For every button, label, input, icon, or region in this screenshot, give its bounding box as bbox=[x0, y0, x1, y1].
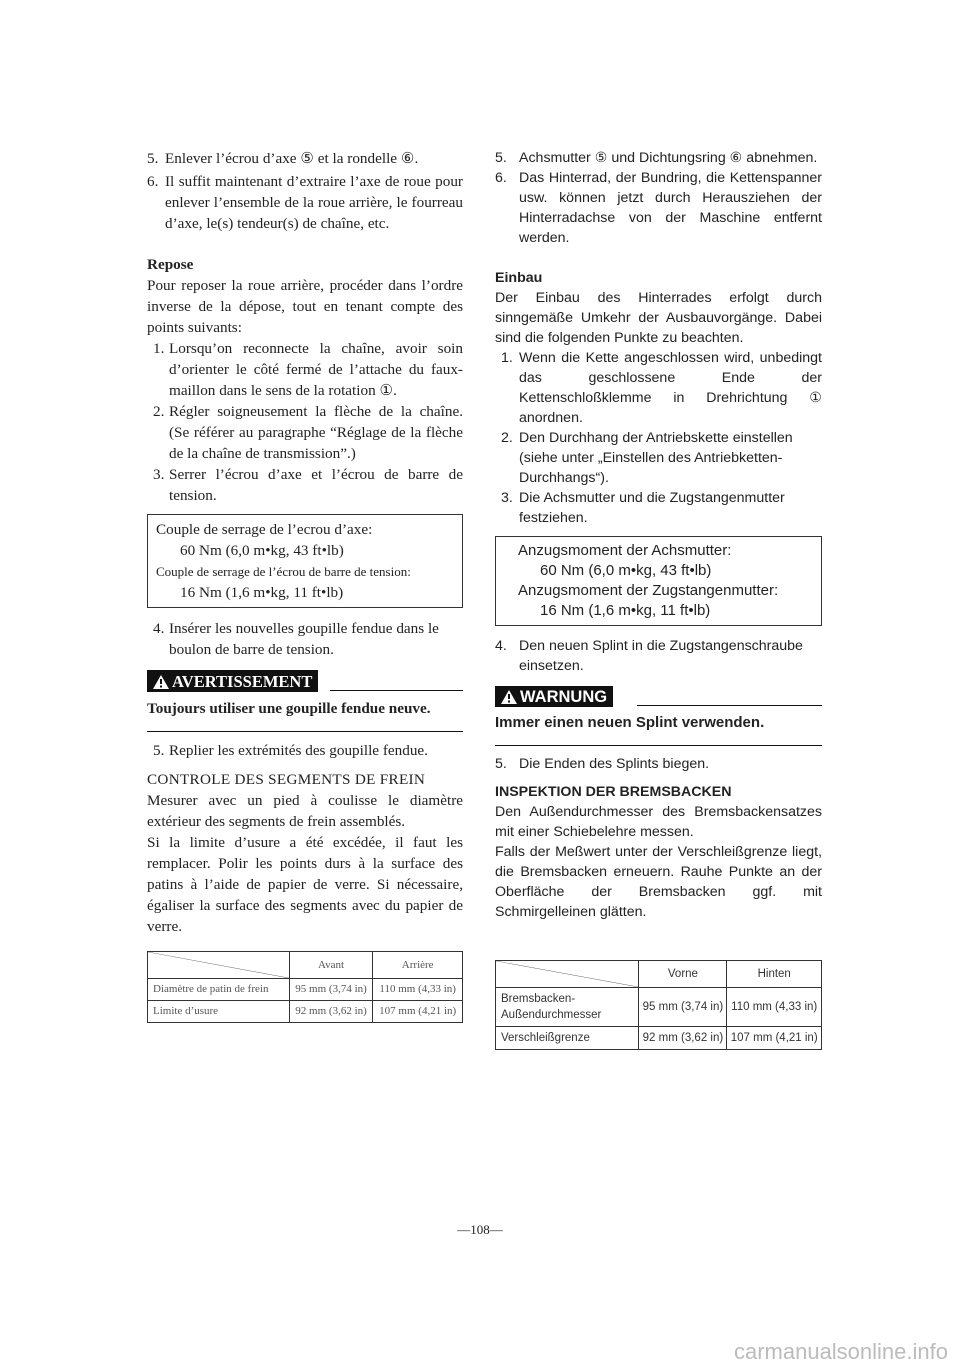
table-row bbox=[148, 979, 463, 1001]
fr-step-5b: 5. Replier les extrémités des goupille fendue. bbox=[153, 742, 428, 759]
table-row bbox=[148, 952, 463, 979]
fr-table-row1-v2: 110 mm (4,33 in) bbox=[373, 979, 463, 1001]
fr-step-4: 4. Insérer les nouvelles goupille fendue dans le boulon de barre de tension. bbox=[153, 620, 439, 658]
fr-table-header-2: Arrière bbox=[373, 952, 463, 979]
fr-warning-header bbox=[147, 670, 463, 692]
fr-control-heading: CONTROLE DES SEGMENTS DE FREIN bbox=[147, 771, 426, 788]
de-einbau-heading: Einbau bbox=[495, 270, 543, 286]
table-row bbox=[496, 1027, 822, 1050]
de-torque-value-1: 60 Nm (6,0 m•kg, 43 ft•lb) bbox=[540, 562, 712, 579]
fr-table-row2-label: Limite d’usure bbox=[148, 1001, 290, 1023]
de-einbau-step-3: 3. Die Achsmutter und die Zugstangenmutter festziehen. bbox=[501, 490, 785, 526]
de-warning-text: Immer einen neuen Splint verwenden. bbox=[495, 714, 765, 731]
de-table-header-1: Vorne bbox=[639, 961, 727, 988]
de-brake-table bbox=[495, 960, 822, 1050]
fr-table-header-1: Avant bbox=[289, 952, 373, 979]
fr-repose-step-1: 1. Lorsqu’on reconnecte la chaîne, avoir soin d’orienter le côté fermé de l’attache du faux-maillon dans le sens de la rotation ①. bbox=[153, 340, 463, 399]
de-table-row2-label: Verschleißgrenze bbox=[496, 1027, 639, 1050]
de-step-6: 6. Das Hinterrad, der Bundring, die Kettenspanner usw. können jetzt durch Herausziehen der Hinterradachse von der Maschine entfernt werden. bbox=[495, 170, 822, 246]
fr-table-row1-v1: 95 mm (3,74 in) bbox=[289, 979, 373, 1001]
de-table-row2-v1: 92 mm (3,62 in) bbox=[639, 1027, 727, 1050]
fr-torque-value-1: 60 Nm (6,0 m•kg, 43 ft•lb) bbox=[180, 542, 344, 559]
fr-control-para-2: Si la limite d’usure a été excédée, il faut les remplacer. Polir les points durs à la surface des patins à l’aide de papier de verre. Si nécessaire, égaliser la surface des segments avec du papier de verre. bbox=[147, 834, 463, 935]
fr-repose-step-2: 2. Régler soigneusement la flèche de la chaîne. (Se référer au paragraphe “Réglage de la flèche de la chaîne de transmission”.) bbox=[153, 403, 463, 462]
table-row bbox=[496, 961, 822, 988]
de-step-5: 5. Achsmutter ⑤ und Dichtungsring ⑥ abnehmen. bbox=[495, 150, 818, 166]
de-table-row1-v2: 110 mm (4,33 in) bbox=[727, 988, 822, 1027]
de-warning-rule bbox=[637, 705, 822, 706]
page-number: —108— bbox=[457, 1222, 503, 1237]
de-table-row2-v2: 107 mm (4,21 in) bbox=[727, 1027, 822, 1050]
de-warning-badge: WARNUNG bbox=[495, 686, 613, 707]
de-torque-box bbox=[495, 536, 822, 626]
fr-torque-label-1: Couple de serrage de l’ecrou d’axe: bbox=[156, 521, 373, 538]
fr-warning-text: Toujours utiliser une goupille fendue neuve. bbox=[147, 700, 431, 717]
fr-step-6: 6. Il suffit maintenant d’extraire l’axe de roue pour enlever l’ensemble de la roue arrière, le fourreau d’axe, le(s) tendeur(s) de chaîne, etc. bbox=[147, 173, 463, 232]
de-torque-label-1: Anzugsmoment der Achsmutter: bbox=[518, 542, 732, 559]
fr-warning-rule bbox=[330, 690, 463, 691]
de-einbau-step-1: 1. Wenn die Kette angeschlossen wird, unbedingt das geschlossene Ende der Kettenschloßklemme in Drehrichtung ① anordnen. bbox=[501, 350, 822, 426]
table-row bbox=[496, 988, 822, 1027]
warning-icon bbox=[153, 675, 169, 689]
table-row bbox=[148, 1001, 463, 1023]
de-inspection-heading: INSPEKTION DER BREMSBACKEN bbox=[495, 784, 732, 800]
fr-repose-step-3: 3. Serrer l’écrou d’axe et l’écrou de barre de tension. bbox=[153, 466, 463, 504]
fr-repose-heading: Repose bbox=[147, 256, 194, 273]
fr-table-row2-v1: 92 mm (3,62 in) bbox=[289, 1001, 373, 1023]
fr-step-5: 5. Enlever l’écrou d’axe ⑤ et la rondelle ⑥. bbox=[147, 150, 419, 167]
table-corner bbox=[148, 952, 290, 979]
french-column bbox=[147, 148, 463, 1023]
fr-warning-badge: AVERTISSEMENT bbox=[147, 670, 318, 692]
fr-repose-intro: Pour reposer la roue arrière, procéder dans l’ordre inverse de la dépose, tout en tenant compte des points suivants: bbox=[147, 277, 463, 336]
de-einbau-step-2: 2. Den Durchhang der Antriebskette einstellen (siehe unter „Einstellen des Antriebketten-Durchhangs“). bbox=[501, 430, 793, 486]
fr-control-para-1: Mesurer avec un pied à coulisse le diamètre extérieur des segments de frein assemblés. bbox=[147, 792, 463, 830]
de-warning-header bbox=[495, 686, 822, 707]
de-table-header-2: Hinten bbox=[727, 961, 822, 988]
de-table-row1-label: Bremsbacken-Außendurchmesser bbox=[496, 988, 639, 1027]
de-torque-label-2: Anzugsmoment der Zugstangenmutter: bbox=[518, 582, 779, 599]
de-inspection-para-1: Den Außendurchmesser des Bremsbackensatzes mit einer Schiebelehre messen. bbox=[495, 804, 822, 840]
de-table-row1-v1: 95 mm (3,74 in) bbox=[639, 988, 727, 1027]
fr-torque-box bbox=[147, 514, 463, 608]
de-einbau-intro: Der Einbau des Hinterrades erfolgt durch sinngemäße Umkehr der Ausbauvorgänge. Dabei sind die folgenden Punkte zu beachten. bbox=[495, 290, 822, 346]
de-step-4: 4. Den neuen Splint in die Zugstangenschraube einsetzen. bbox=[495, 638, 803, 674]
warning-icon bbox=[501, 690, 517, 704]
watermark: carmanualsonline.info bbox=[733, 1339, 948, 1364]
german-column bbox=[495, 148, 822, 1050]
fr-table-row2-v2: 107 mm (4,21 in) bbox=[373, 1001, 463, 1023]
de-torque-value-2: 16 Nm (1,6 m•kg, 11 ft•lb) bbox=[540, 602, 711, 619]
de-inspection-para-2: Falls der Meßwert unter der Verschleißgrenze liegt, die Bremsbacken erneuern. Rauhe Punkte an der Oberfläche der Bremsbacken ggf. mit Schmirgelleinen glätten. bbox=[495, 844, 822, 920]
fr-table-row1-label: Diamètre de patin de frein bbox=[148, 979, 290, 1001]
fr-torque-label-2: Couple de serrage de l’écrou de barre de tension: bbox=[156, 564, 411, 579]
table-corner bbox=[496, 961, 639, 988]
fr-brake-table bbox=[147, 951, 463, 1023]
fr-torque-value-2: 16 Nm (1,6 m•kg, 11 ft•lb) bbox=[180, 584, 344, 601]
de-warning-end-rule bbox=[495, 745, 822, 746]
de-step-5b: 5. Die Enden des Splints biegen. bbox=[495, 756, 710, 772]
fr-warning-end-rule bbox=[147, 731, 463, 732]
